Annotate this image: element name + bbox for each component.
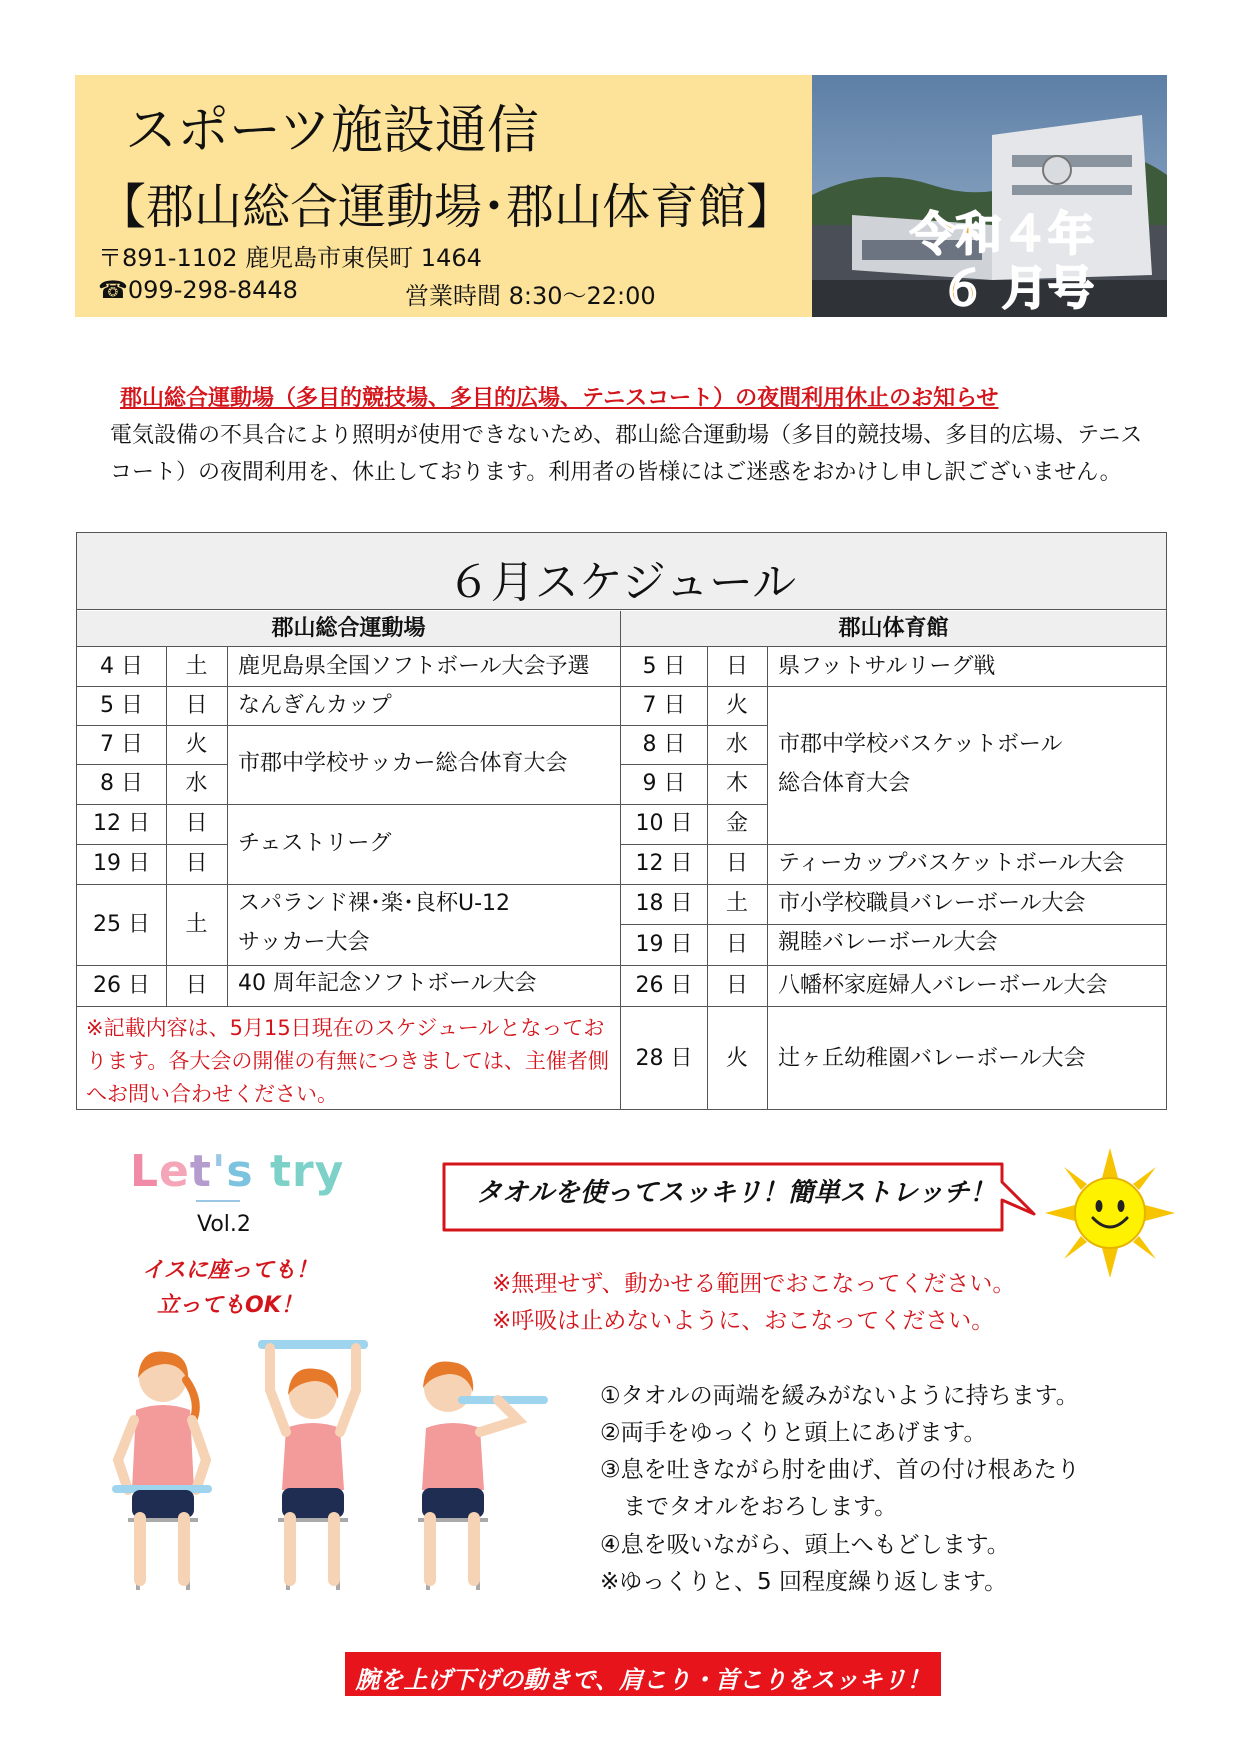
grounds-day: 水 [185,771,208,796]
step-1: ①タオルの両端を緩みがないように持ちます。 [600,1383,1079,1409]
table-grid-line [77,804,620,805]
gym-event: ティーカップバスケットボール大会 [778,851,1125,876]
table-grid-line [621,884,1166,885]
gym-day: 火 [725,1046,748,1071]
notice-title: 郡山総合運動場（多目的競技場、多目的広場、テニスコート）の夜間利用休止のお知らせ [120,386,999,411]
grounds-date: 7 日 [100,732,143,757]
phone-number: ☎099-298-8448 [98,276,298,304]
lets-try-title: Let's try [130,1146,345,1197]
gym-day: 日 [725,851,748,876]
grounds-event: なんぎんカップ [238,693,392,718]
grounds-day: 日 [185,811,208,836]
step-2: ②両手をゆっくりと頭上にあげます。 [600,1420,987,1446]
grounds-event-line2: サッカー大会 [238,930,370,955]
gym-event: 総合体育大会 [778,771,911,796]
grounds-date: 8 日 [100,771,143,796]
table-grid-line [621,844,1166,845]
gym-date: 8 日 [642,732,686,757]
table-grid-line [77,725,620,726]
grounds-event: 市郡中学校サッカー総合体育大会 [238,751,568,776]
gym-day: 木 [725,771,748,796]
column-header-gymnasium: 郡山体育館 [621,611,1166,647]
table-grid-line [77,965,620,966]
table-grid-line [621,725,767,726]
table-grid-line [227,647,228,1006]
table-grid-line [77,1006,620,1007]
notice-text-line1: 電気設備の不具合により照明が使用できないため、郡山総合運動場（多目的競技場、多目的広場、テニス [110,423,1143,448]
gym-day: 水 [725,732,748,757]
gym-day: 日 [725,973,748,998]
grounds-day: 日 [185,851,208,876]
notice-text-line2: コート）の夜間利用を、休止しております。利用者の皆様にはご迷惑をおかけし申し訳ございません。 [110,460,1122,485]
grounds-day: 日 [185,693,208,718]
grounds-day: 土 [185,654,208,679]
caution-1: ※無理せず、動かせる範囲でおこなってください。 [492,1271,1016,1297]
grounds-date: 5 日 [100,693,143,718]
step-4: ④息を吸いながら、頭上へもどします。 [600,1532,1010,1558]
grounds-date: 4 日 [100,654,143,679]
gym-event: 八幡杯家庭婦人バレーボール大会 [778,973,1108,998]
table-grid-line [767,647,768,1109]
table-grid-line [621,804,767,805]
step-3: ③息を吐きながら肘を曲げ、首の付け根あたり [600,1457,1080,1483]
stretch-headline: タオルを使ってスッキリ！簡単ストレッチ！ [476,1178,996,1208]
issue-era: 令和４年 [910,207,1094,261]
caution-2: ※呼吸は止めないように、おこなってください。 [492,1308,995,1334]
gym-date: 5 日 [642,654,686,679]
schedule-title: ６月スケジュール [446,557,797,608]
lets-try-subtitle-1: イスに座っても！ [142,1258,318,1283]
schedule-note: ※記載内容は、5月15日現在のスケジュールとなっております。各大会の開催の有無につきましては、主催者側へお問い合わせください。 [86,1016,609,1106]
step-3-cont: までタオルをおろします。 [600,1494,898,1520]
grounds-event: スパランド裸･楽･良杯U-12 [238,891,511,916]
table-grid-line [77,844,227,845]
table-grid-line [621,965,1166,966]
gym-date: 9 日 [642,771,686,796]
gym-day: 火 [725,693,748,718]
newsletter-title: スポーツ施設通信 [125,101,539,161]
volume-number: Vol.2 [197,1212,251,1237]
grounds-event: 鹿児島県全国ソフトボール大会予選 [238,654,590,679]
table-grid-line [77,686,620,687]
step-repeat: ※ゆっくりと、5 回程度繰り返します。 [600,1569,1008,1595]
gym-date: 18 日 [635,891,693,916]
gym-event: 親睦バレーボール大会 [778,930,998,955]
gym-day: 金 [725,811,748,836]
gym-day: 日 [725,932,748,957]
table-grid-line [621,924,1166,925]
facility-names: 【郡山総合運動場･郡山体育館】 [98,179,795,235]
bottom-banner-text: 腕を上げ下げの動きで、肩こり・首こりをスッキリ！ [355,1666,931,1694]
address: 〒891-1102 鹿児島市東俣町 1464 [98,244,482,272]
smiling-sun-icon [1045,1148,1175,1278]
gym-date: 7 日 [642,693,686,718]
table-grid-line [77,884,620,885]
grounds-day: 日 [185,973,208,998]
stretch-figures-illustration [108,1340,548,1600]
grounds-date: 12 日 [93,811,150,836]
gym-day: 土 [725,891,748,916]
grounds-date: 19 日 [93,851,150,876]
lets-try-subtitle-2: 立ってもOK！ [157,1293,303,1318]
grounds-date: 25 日 [93,912,150,937]
business-hours: 営業時間 8:30〜22:00 [405,282,656,310]
gym-date: 12 日 [635,851,693,876]
gym-date: 26 日 [635,973,693,998]
grounds-event: 40 周年記念ソフトボール大会 [238,971,537,996]
grounds-day: 火 [185,732,208,757]
gym-event: 辻ヶ丘幼稚園バレーボール大会 [778,1046,1086,1071]
table-grid-line [621,1006,1166,1007]
column-header-grounds: 郡山総合運動場 [77,611,620,647]
gym-event: 市小学校職員バレーボール大会 [778,891,1086,916]
grounds-day: 土 [185,912,208,937]
lets-try-underline [196,1200,240,1202]
gym-event: 市郡中学校バスケットボール [778,732,1063,757]
gym-date: 28 日 [635,1046,693,1071]
gym-event: 県フットサルリーグ戦 [778,654,996,679]
issue-month: ６ 月号 [940,261,1095,315]
gym-date: 10 日 [635,811,693,836]
gym-date: 19 日 [635,932,693,957]
table-grid-line [621,686,1166,687]
table-grid-line [621,764,767,765]
table-grid-line [77,764,227,765]
grounds-event: チェストリーグ [238,831,392,856]
gym-day: 日 [725,654,748,679]
grounds-date: 26 日 [93,973,150,998]
